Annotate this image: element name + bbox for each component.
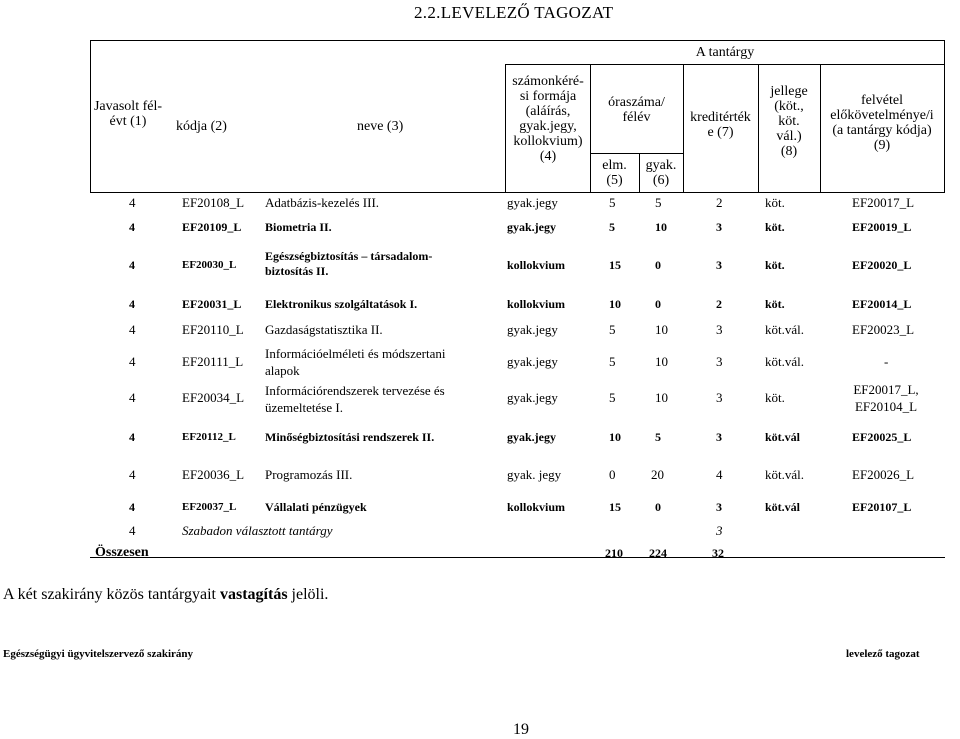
cell-exam: gyak.jegy <box>507 354 558 369</box>
cell-code: EF20034_L <box>182 390 245 405</box>
header-practice: gyak. (6) <box>645 158 677 188</box>
cell-name: Adatbázis-kezelés III. <box>265 195 380 210</box>
cell-prereq: EF20107_L <box>852 500 912 514</box>
cell-elm: 15 <box>609 500 621 514</box>
cell-prereq: EF20017_L, EF20104_L <box>853 382 919 414</box>
cell-credit: 4 <box>716 467 723 482</box>
table-group-line <box>505 64 945 65</box>
cell-gyak: 5 <box>655 430 661 444</box>
cell-gyak: 20 <box>651 467 664 482</box>
note-text-after: jelöli. <box>287 586 329 603</box>
cell-credit: 3 <box>716 523 723 538</box>
header-prereq: felvétel előkövetelménye/i (a tantárgy kódja) (9) <box>830 93 934 153</box>
cell-sem: 4 <box>129 354 136 369</box>
cell-code: EF20037_L <box>182 501 237 513</box>
cell-type: köt. <box>765 195 785 210</box>
cell-exam: kollokvium <box>507 297 566 311</box>
cell-credit: 3 <box>716 220 722 234</box>
table-border-right <box>944 40 945 192</box>
table-border-top <box>90 40 945 41</box>
table-border-left <box>90 40 91 192</box>
cell-gyak: 0 <box>655 297 661 311</box>
cell-prereq: EF20014_L <box>852 297 912 311</box>
cell-type: köt. <box>765 258 785 272</box>
table-header-bottom <box>90 192 945 193</box>
cell-elm: 5 <box>609 322 616 337</box>
cell-code: EF20109_L <box>182 220 242 234</box>
cell-code: EF20111_L <box>182 354 244 369</box>
note-text-before: A két szakirány közös tantárgyait <box>3 586 220 603</box>
cell-type: köt.vál. <box>765 354 804 369</box>
cell-gyak: 10 <box>655 354 668 369</box>
cell-elm: 0 <box>609 467 616 482</box>
cell-type: köt. <box>765 220 785 234</box>
page-number: 19 <box>513 721 529 738</box>
header-credit: kreditérték e (7) <box>690 110 751 140</box>
header-group: A tantárgy <box>695 45 755 60</box>
cell-elm: 5 <box>609 195 616 210</box>
cell-name: Vállalati pénzügyek <box>265 500 367 514</box>
cell-gyak: 10 <box>655 390 668 405</box>
cell-prereq: - <box>884 354 889 369</box>
cell-sem: 4 <box>129 220 135 234</box>
cell-sem: 4 <box>129 322 136 337</box>
cell-credit: 2 <box>716 297 722 311</box>
header-type: jellege (köt., köt. vál.) (8) <box>770 84 808 159</box>
cell-prereq: EF20017_L <box>852 195 915 210</box>
cell-credit: 3 <box>716 500 722 514</box>
cell-exam: kollokvium <box>507 258 566 272</box>
cell-prereq: EF20023_L <box>852 322 915 337</box>
bold-legend-note <box>3 586 328 604</box>
cell-exam: gyak.jegy <box>507 322 558 337</box>
header-name: neve (3) <box>357 119 404 134</box>
total-elm: 210 <box>605 546 623 560</box>
cell-credit: 3 <box>716 322 723 337</box>
cell-credit: 3 <box>716 390 723 405</box>
cell-sem: 4 <box>129 467 136 482</box>
cell-name: Minőségbiztosítási rendszerek II. <box>265 430 435 444</box>
cell-name: Információrendszerek tervezése és üzemeltetése I. <box>265 383 445 415</box>
page-title: 2.2.LEVELEZŐ TAGOZAT <box>414 3 614 22</box>
cell-gyak: 0 <box>655 258 661 272</box>
cell-exam: gyak.jegy <box>507 195 558 210</box>
cell-elm: 5 <box>609 220 615 234</box>
cell-elm: 10 <box>609 430 621 444</box>
cell-prereq: EF20020_L <box>852 258 912 272</box>
cell-exam: gyak.jegy <box>507 390 558 405</box>
cell-type: köt.vál <box>765 430 801 444</box>
cell-exam: gyak.jegy <box>507 220 556 234</box>
cell-sem: 4 <box>129 523 136 538</box>
cell-type: köt. <box>765 297 785 311</box>
cell-code: EF20031_L <box>182 297 242 311</box>
cell-elm: 5 <box>609 390 616 405</box>
cell-exam: kollokvium <box>507 500 566 514</box>
cell-sem: 4 <box>129 195 136 210</box>
cell-name: Gazdaságstatisztika II. <box>265 322 383 337</box>
footer-left: Egészségügyi ügyvitelszervező szakirány <box>3 648 194 660</box>
cell-gyak: 10 <box>655 322 668 337</box>
cell-name: Egészségbiztosítás – társadalom- biztosítás II. <box>265 249 433 278</box>
cell-elm: 10 <box>609 297 621 311</box>
header-semester: Javasolt fél- évt (1) <box>93 99 163 129</box>
cell-exam: gyak.jegy <box>507 430 556 444</box>
cell-sem: 4 <box>129 258 135 272</box>
note-bold-word: vastagítás <box>219 586 288 603</box>
cell-code: EF20108_L <box>182 195 245 210</box>
table-total-line <box>90 557 945 558</box>
cell-prereq: EF20026_L <box>852 467 915 482</box>
cell-sem: 4 <box>129 500 135 514</box>
cell-credit: 2 <box>716 195 723 210</box>
cell-name: Elektronikus szolgáltatások I. <box>265 297 418 311</box>
cell-type: köt. <box>765 390 785 405</box>
cell-credit: 3 <box>716 258 722 272</box>
footer-right: levelező tagozat <box>846 648 920 660</box>
cell-name: Szabadon választott tantárgy <box>182 523 333 538</box>
cell-type: köt.vál. <box>765 467 804 482</box>
cell-prereq: EF20025_L <box>852 430 912 444</box>
header-lecture: elm. (5) <box>602 158 627 188</box>
cell-code: EF20036_L <box>182 467 245 482</box>
total-gyak: 224 <box>649 546 667 560</box>
header-hours: óraszáma/ félév <box>608 95 665 125</box>
cell-code: EF20112_L <box>182 431 236 443</box>
cell-name: Információelméleti és módszertani alapok <box>265 346 446 378</box>
cell-name: Programozás III. <box>265 467 353 482</box>
cell-name: Biometria II. <box>265 220 332 234</box>
cell-gyak: 5 <box>655 195 662 210</box>
header-exam: számonkéré- si formája (aláírás, gyak.jegy, kollokvium) (4) <box>512 74 584 164</box>
cell-gyak: 0 <box>655 500 661 514</box>
cell-code: EF20030_L <box>182 259 237 271</box>
cell-code: EF20110_L <box>182 322 244 337</box>
total-credit: 32 <box>712 546 724 560</box>
cell-sem: 4 <box>129 297 135 311</box>
cell-elm: 5 <box>609 354 616 369</box>
cell-sem: 4 <box>129 390 136 405</box>
cell-gyak: 10 <box>655 220 667 234</box>
cell-credit: 3 <box>716 430 722 444</box>
cell-sem: 4 <box>129 430 135 444</box>
cell-prereq: EF20019_L <box>852 220 912 234</box>
table-hours-line <box>590 153 683 154</box>
cell-elm: 15 <box>609 258 621 272</box>
cell-credit: 3 <box>716 354 723 369</box>
cell-exam: gyak. jegy <box>507 467 562 482</box>
total-label: Összesen <box>95 545 149 560</box>
cell-type: köt.vál. <box>765 322 804 337</box>
cell-type: köt.vál <box>765 500 801 514</box>
header-code: kódja (2) <box>176 119 227 134</box>
